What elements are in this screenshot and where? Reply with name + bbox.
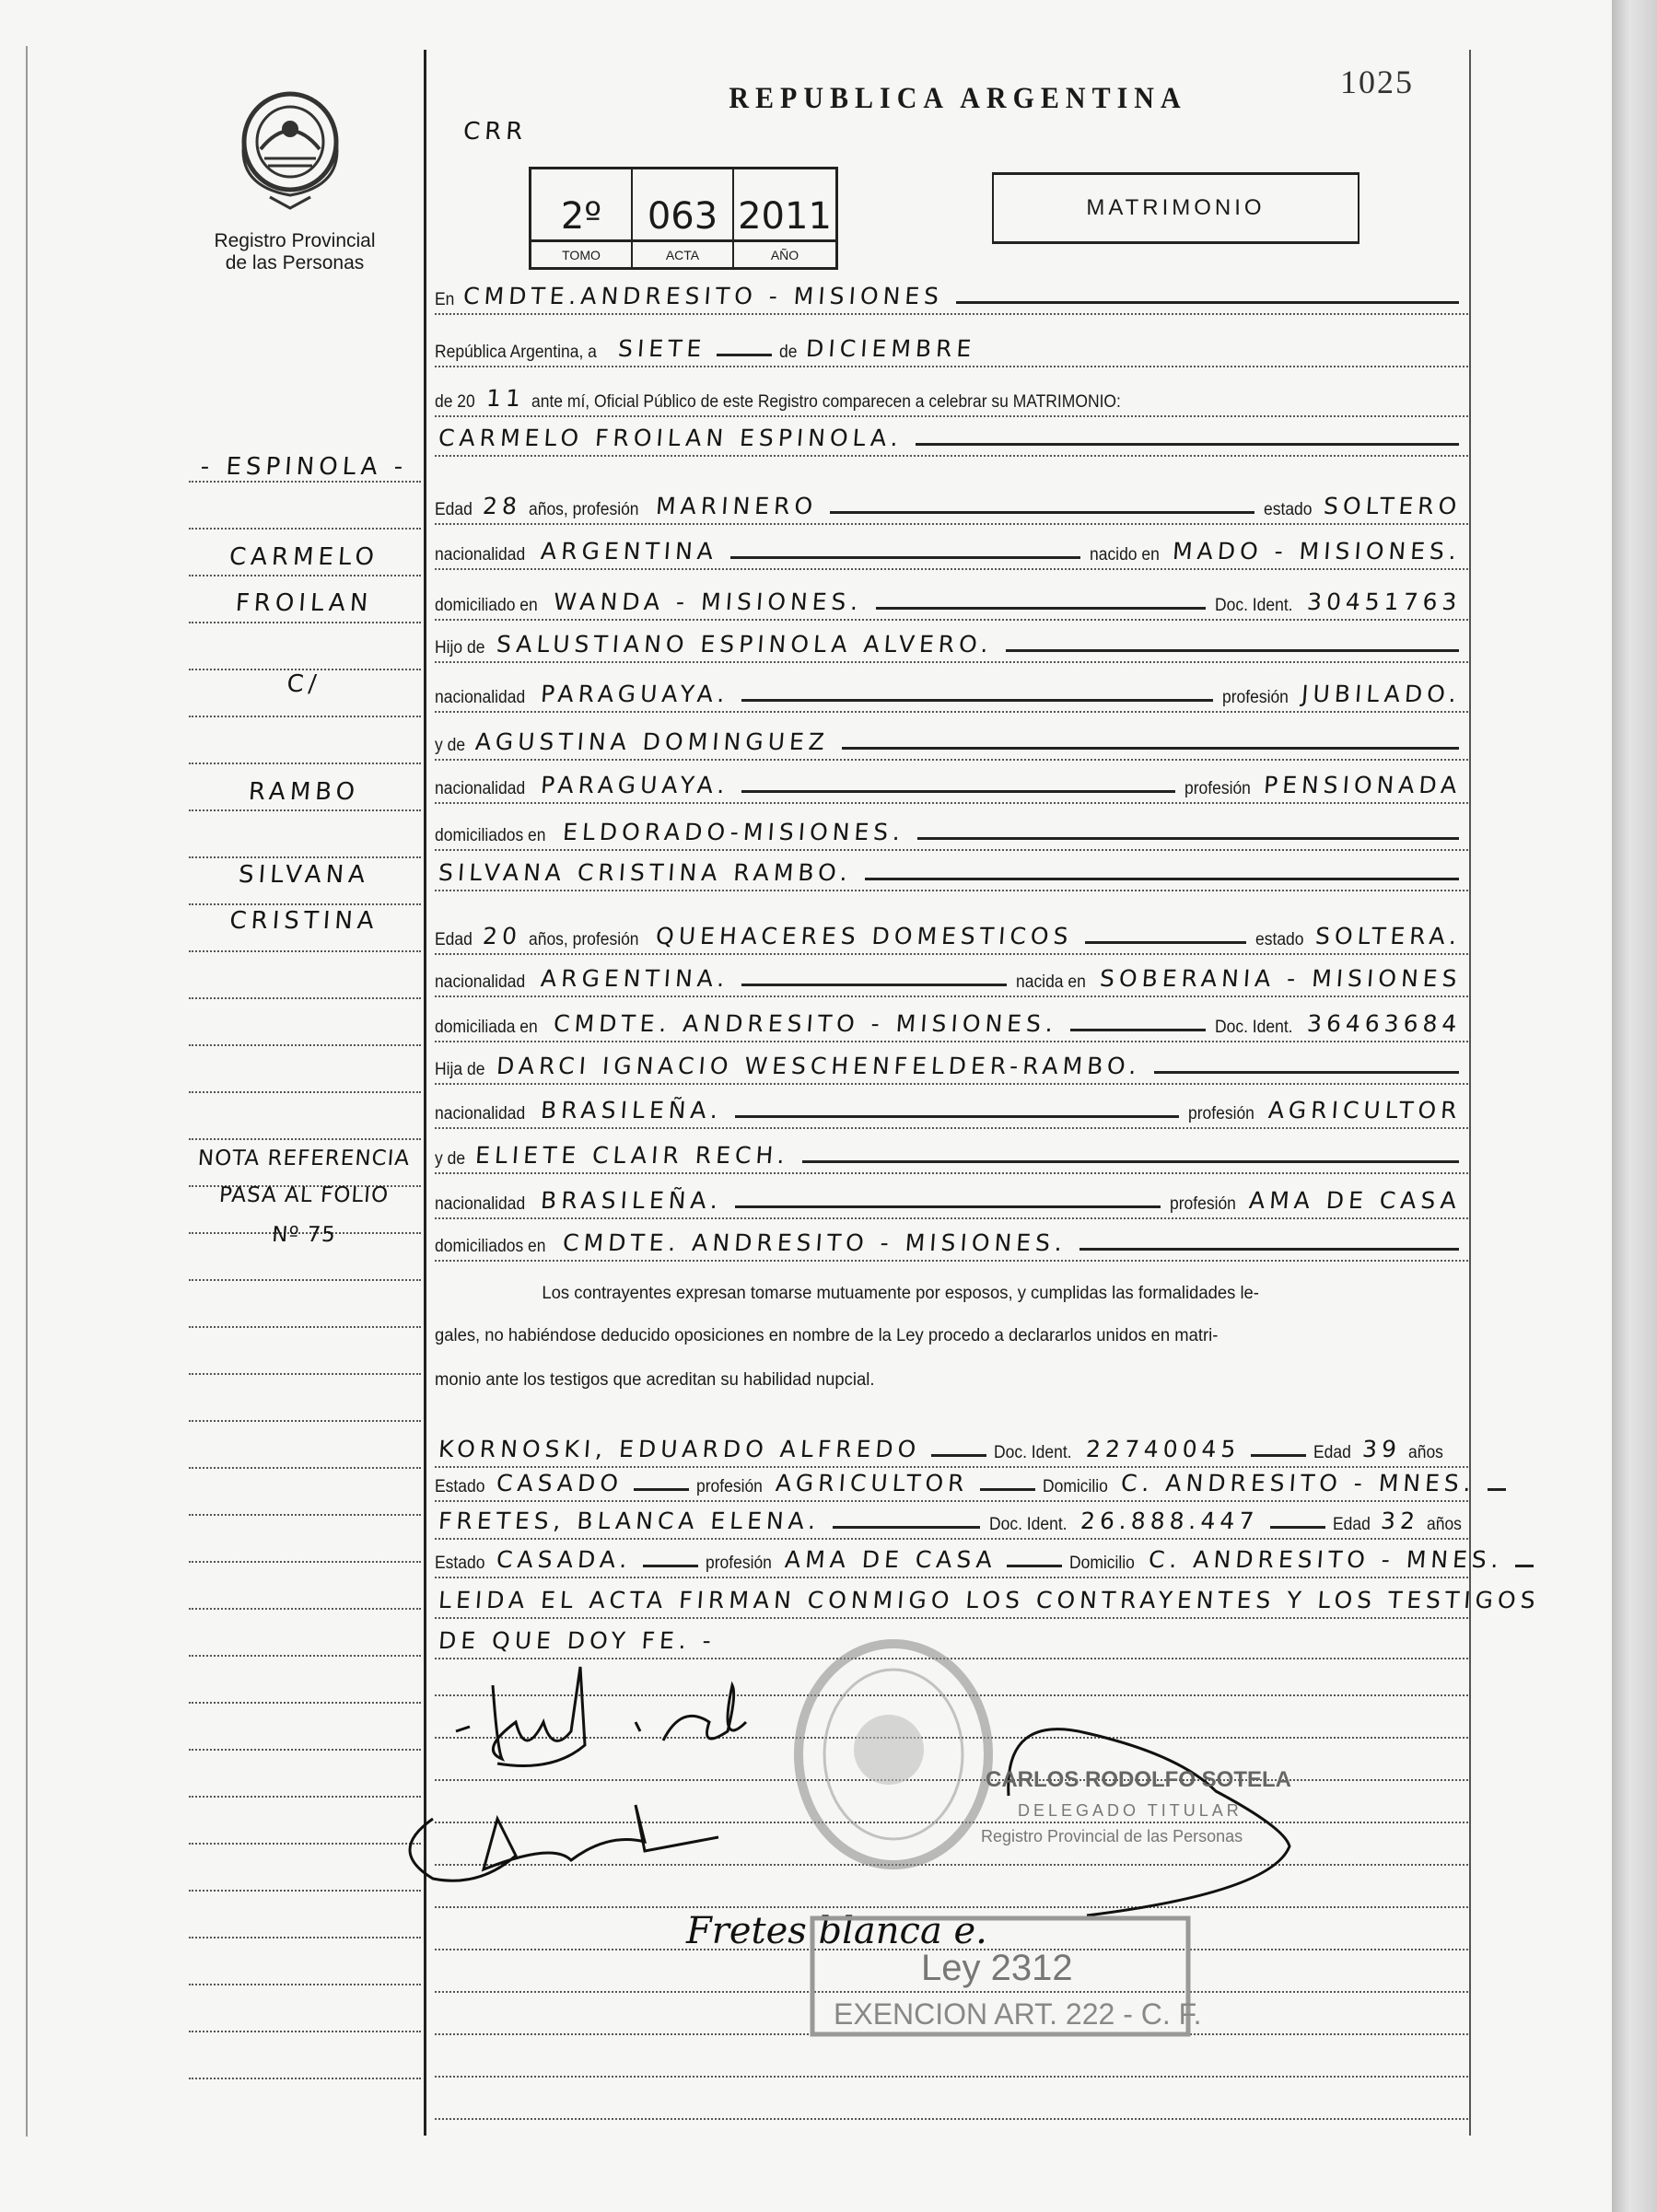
- margin-note: SILVANA: [237, 861, 371, 889]
- printed-label: años, profesión: [529, 500, 639, 519]
- printed-label: Domicilio: [1042, 1477, 1108, 1496]
- handwritten-value: PENSIONADA: [1262, 772, 1463, 798]
- margin-note: PASA AL FOLIO: [218, 1183, 390, 1207]
- printed-label: Domicilio: [1069, 1554, 1136, 1573]
- printed-label: y de: [435, 736, 466, 755]
- margin-note: - ESPINOLA -: [199, 453, 409, 481]
- handwritten-value: C. ANDRESITO - MNES.: [1119, 1470, 1476, 1496]
- paragraph-line: monio ante los testigos que acreditan su habilidad nupcial.: [435, 1370, 875, 1390]
- printed-label: de 20: [435, 392, 475, 412]
- registry-line1: Registro Provincial: [214, 230, 376, 251]
- printed-label: domiciliado en: [435, 596, 538, 615]
- printed-label: nacida en: [1016, 972, 1087, 992]
- paragraph-line: Los contrayentes expresan tomarse mutuamente por esposos, y cumplidas las formalidades le-: [542, 1284, 1259, 1303]
- printed-label: años: [1407, 1443, 1443, 1462]
- printed-label: Doc. Ident.: [1214, 1018, 1293, 1037]
- handwritten-value: WANDA - MISIONES.: [553, 588, 864, 615]
- printed-label: de: [779, 343, 798, 362]
- printed-label: Doc. Ident.: [988, 1515, 1068, 1534]
- handwritten-value: AMA DE CASA: [783, 1546, 998, 1573]
- handwritten-value: LEIDA EL ACTA FIRMAN CONMIGO LOS CONTRAYENTES Y LOS TESTIGOS: [438, 1587, 1541, 1613]
- handwritten-value: 11: [484, 385, 526, 412]
- handwritten-value: CASADA.: [496, 1546, 633, 1573]
- handwritten-value: AGRICULTOR: [775, 1470, 970, 1496]
- margin-note: RAMBO: [247, 778, 361, 806]
- witness-signature-2: Fretes blanca e.: [686, 1910, 987, 1952]
- printed-label: profesión: [1222, 688, 1289, 707]
- ano-value: 2011: [738, 195, 832, 238]
- handwritten-value: 22740045: [1085, 1436, 1242, 1462]
- contrayente-signature-2: [636, 1685, 746, 1740]
- handwritten-value: CMDTE. ANDRESITO - MISIONES.: [562, 1229, 1068, 1256]
- handwritten-value: MARINERO: [655, 493, 819, 519]
- printed-label: Edad: [1313, 1443, 1352, 1462]
- printed-label: estado: [1263, 500, 1313, 519]
- handwritten-value: 36463684: [1305, 1010, 1463, 1037]
- margin-note: C/: [286, 670, 322, 698]
- handwritten-value: FRETES, BLANCA ELENA.: [438, 1508, 822, 1534]
- margin-note: CRISTINA: [228, 907, 379, 935]
- printed-label: nacionalidad: [435, 1194, 526, 1214]
- handwritten-value: SIETE: [617, 335, 707, 362]
- printed-label: años, profesión: [529, 930, 639, 949]
- handwritten-value: SOBERANIA - MISIONES: [1098, 965, 1463, 992]
- handwritten-value: C. ANDRESITO - MNES.: [1147, 1546, 1504, 1573]
- printed-label: Doc. Ident.: [1214, 596, 1293, 615]
- margin-note: CARMELO: [228, 543, 379, 571]
- handwritten-value: 28: [482, 493, 523, 519]
- printed-label: Edad: [435, 500, 473, 519]
- handwritten-value: AGUSTINA DOMINGUEZ: [474, 728, 830, 755]
- handwritten-value: CMDTE.ANDRESITO - MISIONES: [462, 283, 945, 309]
- printed-label: Edad: [1332, 1515, 1371, 1534]
- handwritten-value: MADO - MISIONES.: [1172, 538, 1463, 565]
- handwritten-value: ELDORADO-MISIONES.: [562, 819, 906, 845]
- tomo-value: 2º: [560, 195, 602, 238]
- handwritten-value: ARGENTINA.: [539, 965, 730, 992]
- printed-label: nacionalidad: [435, 972, 526, 992]
- record-type-box: MATRIMONIO: [992, 172, 1359, 244]
- registrar-name: CARLOS RODOLFO SOTELA: [986, 1767, 1291, 1792]
- handwritten-value: DARCI IGNACIO WESCHENFELDER-RAMBO.: [496, 1053, 1142, 1079]
- handwritten-value: PARAGUAYA.: [539, 681, 730, 707]
- witness-signature-1: [410, 1805, 718, 1880]
- printed-label: profesión: [705, 1554, 772, 1573]
- handwritten-value: BRASILEÑA.: [539, 1187, 723, 1214]
- margin-note: FROILAN: [234, 589, 374, 617]
- handwritten-value: KORNOSKI, EDUARDO ALFREDO: [438, 1436, 922, 1462]
- handwritten-value: 32: [1380, 1508, 1420, 1534]
- handwritten-value: 39: [1360, 1436, 1402, 1462]
- printed-label: nacionalidad: [435, 779, 526, 798]
- printed-label: años: [1426, 1515, 1462, 1534]
- margin-note: Nº 75: [271, 1223, 337, 1247]
- handwritten-value: PARAGUAYA.: [539, 772, 730, 798]
- printed-label: En: [435, 290, 455, 309]
- printed-label: profesión: [1184, 779, 1251, 798]
- handwritten-value: AMA DE CASA: [1248, 1187, 1463, 1214]
- registrar-position: DELEGADO TITULAR: [1018, 1801, 1243, 1820]
- printed-label: domiciliados en: [435, 826, 546, 845]
- printed-label: Hija de: [435, 1060, 485, 1079]
- printed-label: Doc. Ident.: [994, 1443, 1072, 1462]
- acta-label: ACTA: [633, 239, 734, 267]
- printed-label: ante mí, Oficial Público de este Registro comparecen a celebrar su MATRIMONIO:: [531, 392, 1122, 412]
- printed-label: domiciliada en: [435, 1018, 538, 1037]
- contrayente-signature-1: [456, 1667, 585, 1766]
- handwritten-value: CMDTE. ANDRESITO - MISIONES.: [553, 1010, 1059, 1037]
- printed-label: profesión: [1188, 1104, 1255, 1123]
- registrar-signature: [1009, 1729, 1289, 1915]
- tax-stamp-line1: Ley 2312: [921, 1948, 1073, 1988]
- handwritten-value: SILVANA CRISTINA RAMBO.: [438, 859, 853, 886]
- printed-label: domiciliados en: [435, 1237, 546, 1256]
- printed-label: nacido en: [1089, 545, 1160, 565]
- registry-line2: de las Personas: [225, 252, 365, 274]
- handwritten-value: 26.888.447: [1079, 1508, 1260, 1534]
- handwritten-value: CASADO: [496, 1470, 624, 1496]
- printed-label: Edad: [435, 930, 473, 949]
- printed-label: República Argentina, a: [435, 343, 597, 362]
- margin-note: NOTA REFERENCIA: [196, 1147, 412, 1170]
- acta-value: 063: [647, 195, 718, 238]
- handwritten-value: ELIETE CLAIR RECH.: [474, 1142, 790, 1169]
- document-title: REPUBLICA ARGENTINA: [729, 81, 1187, 115]
- handwritten-value: DICIEMBRE: [805, 335, 977, 362]
- ano-label: AÑO: [734, 239, 835, 267]
- paragraph-line: gales, no habiéndose deducido oposiciones en nombre de la Ley procedo a declararlos unidos en matri-: [435, 1326, 1219, 1345]
- printed-label: nacionalidad: [435, 688, 526, 707]
- printed-label: nacionalidad: [435, 1104, 526, 1123]
- handwritten-value: SALUSTIANO ESPINOLA ALVERO.: [496, 631, 994, 658]
- handwritten-value: CARMELO FROILAN ESPINOLA.: [438, 425, 904, 451]
- tax-stamp-line2: EXENCION ART. 222 - C. F.: [834, 1997, 1202, 2031]
- handwritten-value: BRASILEÑA.: [539, 1097, 723, 1123]
- handwritten-value: SOLTERO: [1322, 493, 1463, 519]
- tomo-label: TOMO: [531, 239, 633, 267]
- handwritten-value: AGRICULTOR: [1266, 1097, 1463, 1123]
- office-code: CRR: [461, 118, 529, 146]
- printed-label: Hijo de: [435, 638, 485, 658]
- printed-label: Estado: [435, 1477, 485, 1496]
- handwritten-value: JUBILADO.: [1301, 681, 1463, 707]
- handwritten-value: DE QUE DOY FE. -: [438, 1627, 717, 1654]
- official-seal: [799, 1644, 988, 1865]
- handwritten-value: 30451763: [1305, 588, 1463, 615]
- registrar-office: Registro Provincial de las Personas: [981, 1827, 1243, 1845]
- handwritten-value: ARGENTINA: [539, 538, 718, 565]
- handwritten-value: 20: [482, 923, 523, 949]
- folio-number: 1025: [1340, 64, 1414, 100]
- handwritten-value: SOLTERA.: [1314, 923, 1463, 949]
- printed-label: estado: [1254, 930, 1304, 949]
- printed-label: nacionalidad: [435, 545, 526, 565]
- printed-label: profesión: [696, 1477, 763, 1496]
- printed-label: y de: [435, 1149, 466, 1169]
- printed-label: Estado: [435, 1554, 485, 1573]
- printed-label: profesión: [1170, 1194, 1237, 1214]
- handwritten-value: QUEHACERES DOMESTICOS: [655, 923, 1074, 949]
